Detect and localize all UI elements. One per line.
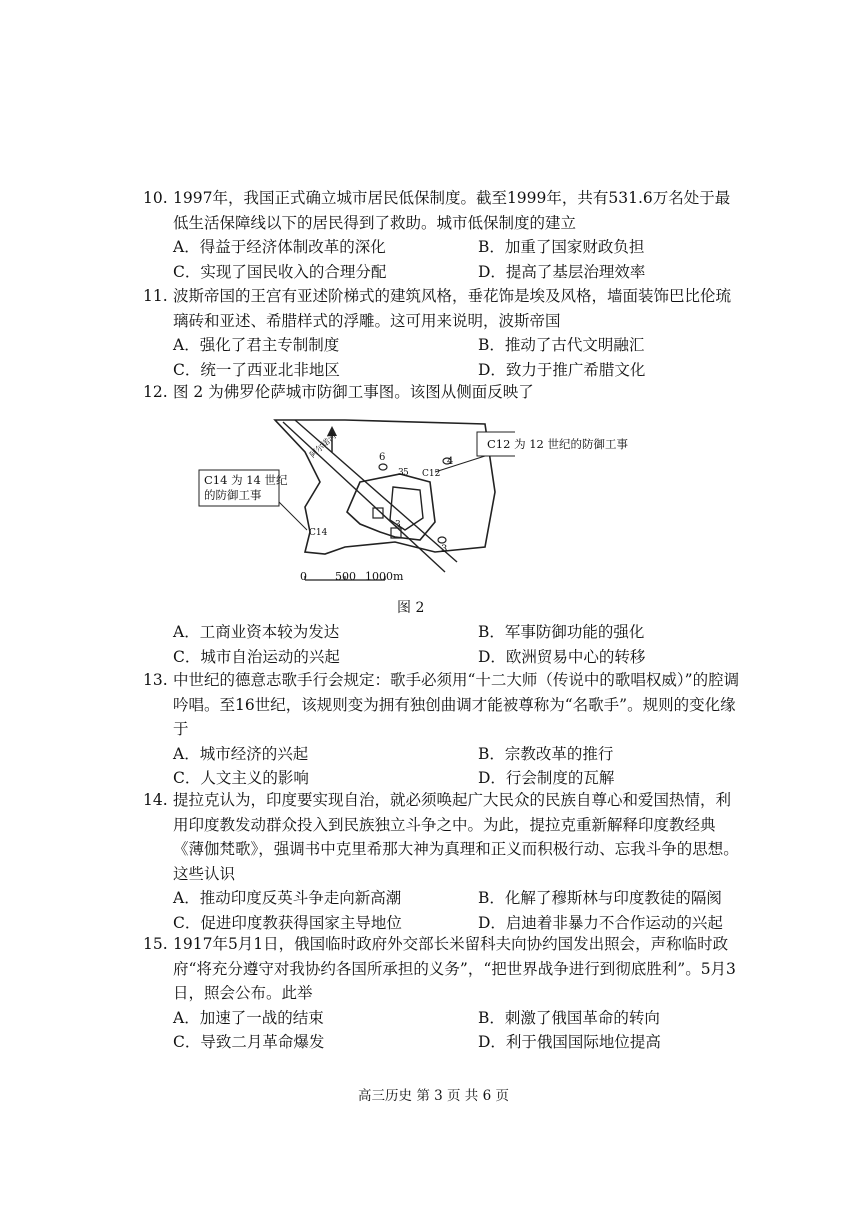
option-c[interactable]: C．导致二月革命爆发	[173, 1033, 325, 1051]
option-a[interactable]: A．推动印度反英斗争走向新高潮	[173, 889, 402, 907]
option-b[interactable]: B．宗教改革的推行	[478, 744, 614, 763]
question-12	[143, 380, 743, 405]
site-number-3c: 3	[441, 544, 448, 555]
question-stem: 中世纪的德意志歌手行会规定：歌手必须用“十二大师（传说中的歌唱权威）”的腔调吟唱。至16世纪，该规则变为拥有独创曲调才能被尊称为“名歌手”。规则的变化缘于	[173, 671, 740, 738]
option-a[interactable]: A．得益于经济体制改革的深化	[173, 238, 386, 256]
option-b[interactable]: B．推动了古代文明融汇	[478, 336, 645, 354]
question-options	[173, 235, 743, 284]
question-15	[143, 932, 743, 1055]
option-a[interactable]: A．强化了君主专制制度	[173, 336, 340, 354]
question-stem: 1997年，我国正式确立城市居民低保制度。截至1999年，共有531.6万名处于最低生活保障线以下的居民得到了救助。城市低保制度的建立	[173, 189, 731, 232]
site-number-3a: 3	[398, 468, 404, 478]
option-c[interactable]: C．促进印度教获得国家主导地位	[173, 913, 402, 932]
site-number-3b: 3	[395, 520, 401, 530]
question-stem: 1917年5月1日，俄国临时政府外交部长米留科夫向协约国发出照会，声称临时政府“将充分遵守对我协约各国所承担的义务”，“把世界战争进行到彻底胜利”。5月3日，照会公布。此举	[173, 935, 736, 1002]
question-stem: 波斯帝国的王宫有亚述阶梯式的建筑风格，垂花饰是埃及风格，墙面装饰巴比伦琉璃砖和亚述、希腊样式的浮雕。这可用来说明，波斯帝国	[173, 287, 732, 330]
question-12-options	[143, 620, 743, 669]
c14-label-line1: C14 为 14 世纪	[204, 473, 288, 487]
question-options	[173, 742, 743, 791]
site-number-4: 4	[447, 456, 454, 467]
c14-leader	[279, 502, 307, 530]
c14-tag: C14	[309, 528, 328, 538]
question-number: 14.	[143, 791, 168, 809]
question-options	[173, 333, 743, 382]
scale-label-1000m: 1000m	[365, 570, 404, 583]
option-a[interactable]: A．工商业资本较为发达	[173, 623, 340, 641]
question-10	[143, 186, 743, 284]
fortification-map	[195, 412, 629, 592]
question-number: 11.	[143, 287, 168, 305]
option-b[interactable]: B．化解了穆斯林与印度教徒的隔阂	[478, 889, 722, 907]
river-label: 阿尔诺河	[308, 431, 338, 460]
c12-tag: C12	[422, 469, 441, 479]
question-number: 10.	[143, 189, 168, 207]
question-options	[173, 620, 743, 669]
question-options	[173, 886, 743, 935]
question-number: 13.	[143, 671, 168, 689]
blob	[438, 537, 446, 543]
option-d[interactable]: D．启迪着非暴力不合作运动的兴起	[478, 913, 723, 932]
page-footer: 高三历史 第 3 页 共 6 页	[358, 1088, 509, 1104]
scale-label-500: 500	[335, 570, 356, 583]
option-b[interactable]: B．刺激了俄国革命的转向	[478, 1008, 660, 1027]
c14-label-line2: 的防御工事	[204, 488, 262, 502]
c12-label: C12 为 12 世纪的防御工事	[487, 437, 629, 451]
option-b[interactable]: B．军事防御功能的强化	[478, 623, 645, 641]
question-11	[143, 284, 743, 382]
option-c[interactable]: C．统一了西亚北非地区	[173, 360, 340, 379]
option-d[interactable]: D．行会制度的瓦解	[478, 769, 615, 787]
question-number: 12.	[143, 383, 168, 401]
option-d[interactable]: D．欧洲贸易中心的转移	[478, 647, 646, 666]
question-14	[143, 788, 743, 935]
option-d[interactable]: D．致力于推广希腊文化	[478, 360, 646, 379]
option-a[interactable]: A．城市经济的兴起	[173, 744, 309, 763]
option-c[interactable]: C．人文主义的影响	[173, 769, 309, 787]
question-options	[173, 1006, 743, 1055]
question-stem: 提拉克认为，印度要实现自治，就必须唤起广大民众的民族自尊心和爱国热情，利用印度教发动群众投入到民族独立斗争之中。为此，提拉克重新解释印度教经典《薄伽梵歌》，强调书中克里希那大神为真理和正义而积极行动、忘我斗争的思想。这些认识	[173, 791, 739, 883]
option-b[interactable]: B．加重了国家财政负担	[478, 238, 645, 256]
question-stem: 图 2 为佛罗伦萨城市防御工事图。该图从侧面反映了	[173, 383, 534, 401]
option-c[interactable]: C．实现了国民收入的合理分配	[173, 262, 387, 281]
site-number-6: 6	[379, 452, 386, 463]
c12-leader	[435, 456, 485, 472]
c14-label	[204, 473, 288, 503]
option-c[interactable]: C．城市自治运动的兴起	[173, 647, 340, 666]
site-number-5: 5	[403, 468, 409, 478]
option-d[interactable]: D．利于俄国国际地位提高	[478, 1033, 661, 1051]
option-d[interactable]: D．提高了基层治理效率	[478, 262, 646, 281]
question-number: 15.	[143, 935, 168, 953]
blob	[379, 464, 387, 470]
option-a[interactable]: A．加速了一战的结束	[173, 1008, 324, 1027]
question-13	[143, 668, 743, 791]
scale-label-0: 0	[300, 570, 307, 583]
figure-caption: 图 2	[397, 600, 425, 616]
